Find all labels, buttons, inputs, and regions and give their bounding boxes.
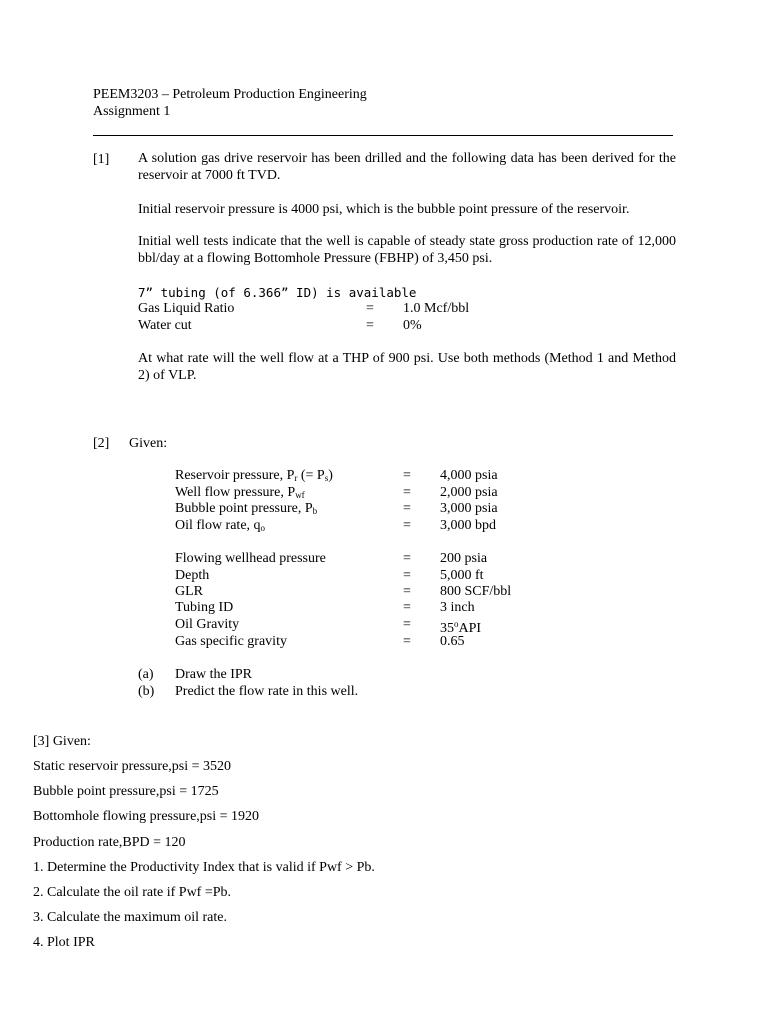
tubing-note: 7” tubing (of 6.366” ID) is available <box>138 285 417 300</box>
data-value: 35$^o$API <box>440 619 482 636</box>
question-3-line: Production rate,BPD = 120 <box>33 835 186 850</box>
data-label: Flowing wellhead pressure <box>175 551 326 566</box>
equals-sign: = <box>403 634 411 649</box>
data-value: 5,000 ft <box>440 568 484 583</box>
data-value: 200 psia <box>440 551 488 566</box>
question-3-line: Static reservoir pressure,psi = 3520 <box>33 759 232 774</box>
data-label: Water cut <box>138 318 192 333</box>
given-label: Given: <box>129 436 168 451</box>
data-value: 4,000 psia <box>440 468 498 483</box>
part-text: Draw the IPR <box>175 667 252 682</box>
data-label: Depth <box>175 568 210 583</box>
data-label: Gas specific gravity <box>175 634 287 649</box>
equals-sign: = <box>403 518 411 533</box>
data-value: 0.65 <box>440 634 465 649</box>
question-3-task: 2. Calculate the oil rate if Pwf =Pb. <box>33 885 232 900</box>
data-value: 3,000 psia <box>440 501 498 516</box>
data-label: Oil Gravity <box>175 617 240 632</box>
equals-sign: = <box>403 485 411 500</box>
course-title: PEEM3203 – Petroleum Production Engineering <box>93 87 367 102</box>
data-value: 0% <box>403 318 422 333</box>
data-value: 2,000 psia <box>440 485 498 500</box>
part-tag: (b) <box>138 684 155 699</box>
question-3-line: Bottomhole flowing pressure,psi = 1920 <box>33 809 260 824</box>
data-label: Oil flow rate, $q_o$ <box>175 518 266 533</box>
data-label: Bubble point pressure, $P_b$ <box>175 501 318 516</box>
header-divider <box>93 135 673 136</box>
part-text: Predict the flow rate in this well. <box>175 684 359 699</box>
part-tag: (a) <box>138 667 154 682</box>
question-3-given: [3] Given: <box>33 734 91 749</box>
question-1-pressure-text: Initial reservoir pressure is 4000 psi, which is the bubble point pressure of the reservoir. <box>138 202 630 217</box>
question-3-task: 3. Calculate the maximum oil rate. <box>33 910 227 925</box>
question-3-task: 1. Determine the Productivity Index that is valid if Pwf > Pb. <box>33 860 375 875</box>
equals-sign: = <box>403 617 411 632</box>
question-number: [2] <box>93 436 110 451</box>
data-label: GLR <box>175 584 203 599</box>
equals-sign: = <box>403 501 411 516</box>
equals-sign: = <box>403 551 411 566</box>
data-label: Reservoir pressure, $P_r$ (= $P_s$) <box>175 468 333 483</box>
data-value: 3 inch <box>440 600 475 615</box>
question-3-task: 4. Plot IPR <box>33 935 95 950</box>
equals-sign: = <box>403 584 411 599</box>
question-1-intro: A solution gas drive reservoir has been drilled and the following data has been derived for the reservoir at 7000 ft TVD. <box>138 151 676 183</box>
data-value: 800 SCF/bbl <box>440 584 512 599</box>
data-label: Tubing ID <box>175 600 234 615</box>
data-label: Gas Liquid Ratio <box>138 301 235 316</box>
question-1-ask: At what rate will the well flow at a THP of 900 psi. Use both methods (Method 1 and Method 2) of VLP. <box>138 351 676 383</box>
equals-sign: = <box>366 318 374 333</box>
equals-sign: = <box>403 568 411 583</box>
assignment-title: Assignment 1 <box>93 104 171 119</box>
equals-sign: = <box>403 468 411 483</box>
question-3-line: Bubble point pressure,psi = 1725 <box>33 784 219 799</box>
data-value: 3,000 bpd <box>440 518 496 533</box>
question-number: [1] <box>93 152 110 167</box>
question-1-well-test-text: Initial well tests indicate that the well is capable of steady state gross production rate of 12,000 bbl/day at a flowing Bottomhole Pressure (FBHP) of 3,450 psi. <box>138 234 676 266</box>
equals-sign: = <box>403 600 411 615</box>
data-label: Well flow pressure, $P_{wf}$ <box>175 485 305 500</box>
equals-sign: = <box>366 301 374 316</box>
data-value: 1.0 Mcf/bbl <box>403 301 470 316</box>
